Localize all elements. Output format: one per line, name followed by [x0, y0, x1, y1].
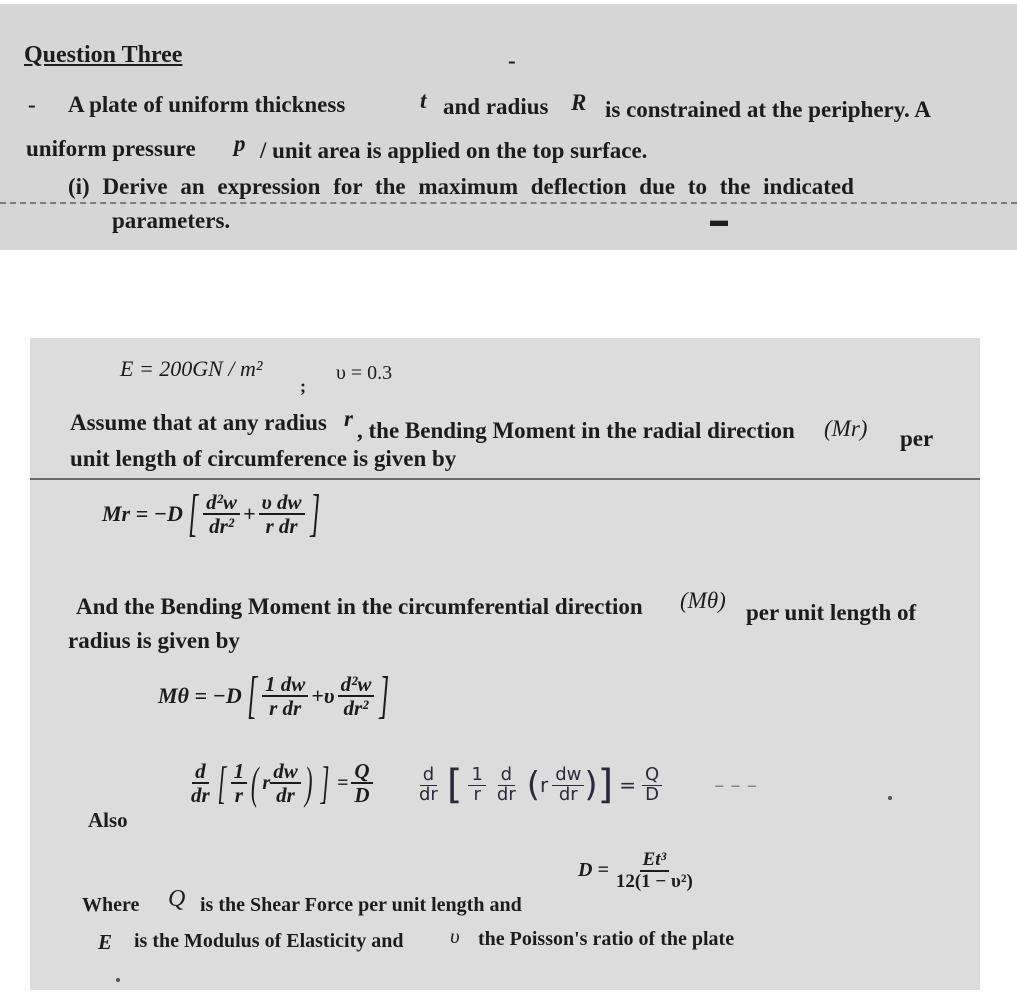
equation-Mr: Mr = −D [ $\frac{\text{d²w}}{\text{dr²}}$ + $\frac{\text{υ dw}}{\text{r dr}}$ ]: [102, 485, 320, 542]
formula-sheet: [30, 338, 980, 990]
question-line1-a: A plate of uniform thickness: [68, 92, 346, 117]
symbol-nu: υ: [450, 924, 460, 948]
given-nu: υ = 0.3: [336, 362, 393, 384]
symbol-R: R: [571, 90, 587, 115]
question-line2-a: uniform pressure: [26, 136, 196, 161]
symbol-Q: Q: [168, 886, 186, 912]
D-definition: D = $\frac{\text{Et³}}{\text{12(1 − υ²)}}$: [578, 849, 693, 892]
symbol-E: E: [98, 930, 113, 954]
symbol-p: p: [234, 131, 246, 156]
para1-line2: unit length of circumference is given by: [70, 446, 457, 471]
where-nu-text: the Poisson's ratio of the plate: [478, 928, 735, 950]
stray-semicolon: ;: [300, 376, 306, 396]
symbol-Mtheta: (Mθ): [680, 588, 726, 613]
para1-per: per: [900, 426, 934, 451]
symbol-t: t: [420, 88, 427, 113]
speck: [888, 796, 892, 800]
para2-line1: And the Bending Moment in the circumferential direction: [76, 594, 643, 619]
para2-line1-b: per unit length of: [746, 600, 917, 625]
question-line1-c: is constrained at the periphery. A: [605, 97, 931, 122]
handwritten-equation: $\frac{d}{dr}$ [ $\frac{1}{r}$ $\frac{d}{dr}$ ( r $\frac{dw}{dr}$ ) ] = $\frac{Q}{D}$ – – –: [419, 762, 757, 808]
Mr-term2: $\frac{\text{υ dw}}{\text{r dr}}$: [259, 491, 305, 537]
Mtheta-term2: $\frac{\text{d²w}}{\text{dr²}}$: [338, 673, 375, 719]
equation-Mtheta: Mθ = −D [ $\frac{1 dw}{\text{r dr}}$ +υ $\frac{\text{d²w}}{\text{dr²}}$ ]: [158, 667, 390, 724]
also-label: Also: [88, 808, 128, 832]
given-E: E = 200GN / m²: [120, 356, 263, 381]
para1-line1: Assume that at any radius: [70, 410, 327, 435]
divider-dashed: [0, 202, 1017, 204]
stray-dash: -: [508, 48, 516, 73]
question-line2-b: / unit area is applied on the top surface.: [260, 138, 648, 163]
para2-line2: radius is given by: [68, 628, 240, 653]
where-E-text: is the Modulus of Elasticity and: [134, 930, 404, 952]
Mtheta-term1: $\frac{1 dw}{\text{r dr}}$: [262, 673, 308, 719]
symbol-Mr: (Mr): [824, 416, 868, 441]
item-i: (i) Derive an expression for the maximum deflection due to the indicated: [68, 174, 854, 199]
bullet: -: [28, 92, 36, 117]
question-sheet: [0, 4, 1017, 250]
divider-solid: [30, 478, 980, 480]
question-line1-b: and radius: [443, 94, 549, 119]
Mr-term1: $\frac{\text{d²w}}{\text{dr²}}$: [203, 491, 240, 537]
para1-line1-b: , the Bending Moment in the radial direction: [357, 418, 795, 443]
equation-shear: $\frac{d}{dr}$ [ $\frac{1}{r}$ ( r $\frac{dw}{dr}$ ) ] = $\frac{Q}{D}$: [188, 760, 373, 806]
speck: [116, 978, 120, 982]
where-Q-text: is the Shear Force per unit length and: [200, 894, 522, 916]
where-label: Where: [82, 894, 140, 916]
item-i-cont: parameters.: [112, 208, 231, 233]
stray-mark: ▬: [710, 210, 728, 230]
symbol-r: r: [344, 406, 353, 431]
question-heading: Question Three: [24, 42, 183, 68]
